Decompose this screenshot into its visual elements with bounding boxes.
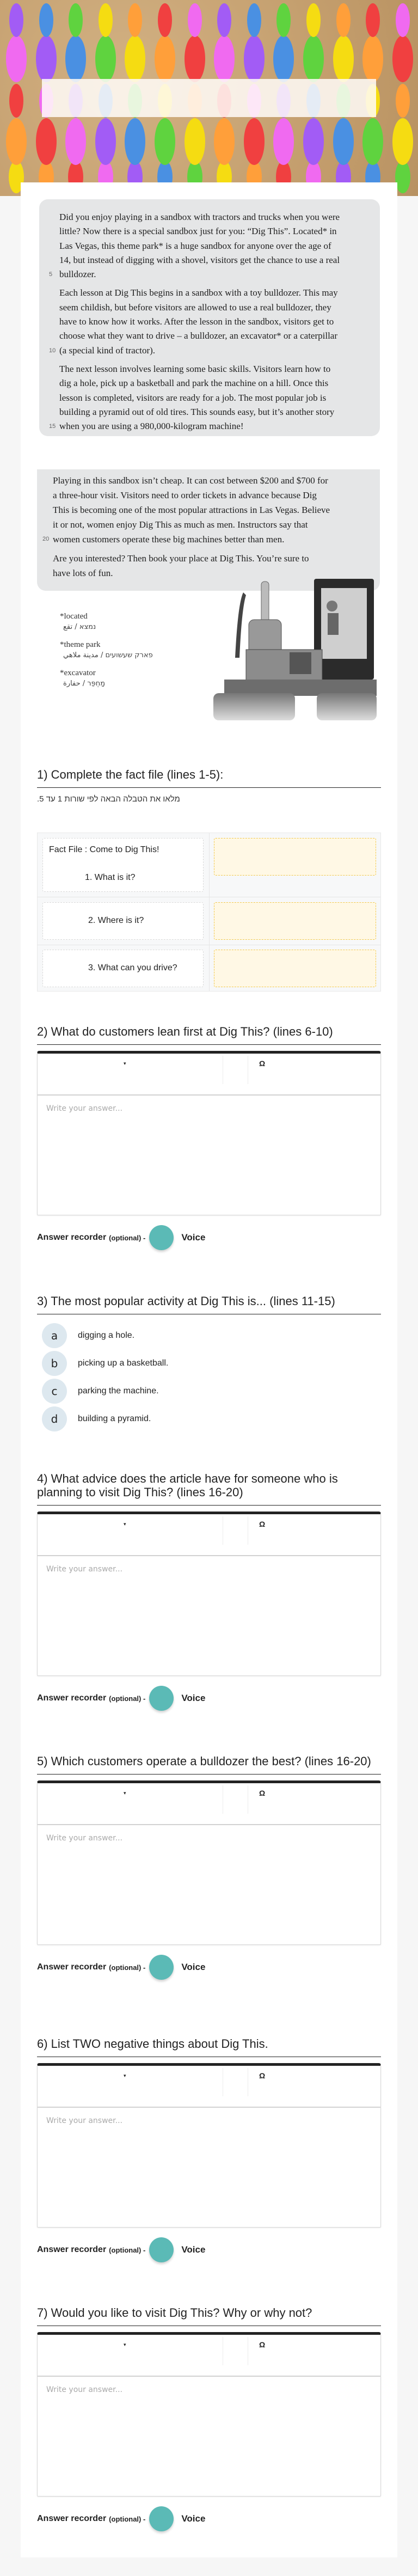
format-dropdown-icon[interactable]: ▾ <box>124 1790 126 1796</box>
decorative-dot <box>244 35 265 82</box>
table-row <box>38 945 380 992</box>
voice-label: Voice <box>181 2244 206 2255</box>
voice-label: Voice <box>181 1693 206 1703</box>
passage-line: dig a hole, pick up a basketball and park the machine on a hill. Once this <box>59 378 329 389</box>
special-character-icon[interactable]: Ω <box>259 2340 266 2349</box>
fact-file-table <box>37 833 381 992</box>
excavator-image <box>192 571 379 723</box>
answer-drop-zone[interactable] <box>214 950 376 987</box>
passage-line: women customers operate these big machines better than men. 20 <box>53 532 380 547</box>
header-banner <box>0 0 418 196</box>
passage-line: Are you interested? Then book your place at Dig This. You’re sure to <box>53 553 309 564</box>
decorative-dot <box>333 118 354 165</box>
decorative-dot <box>95 35 116 82</box>
decorative-dot <box>362 118 383 165</box>
passage-line: when you are using a 980,000-kilogram machine! 15 <box>59 419 380 433</box>
answer-recorder <box>37 1686 381 1711</box>
editor-toolbar <box>38 1054 380 1096</box>
question-title: 4) What advice does the article have for someone who is planning to visit Dig This? (lines 16-20) <box>37 1472 381 1506</box>
record-voice-button[interactable] <box>149 2506 174 2531</box>
answer-drop-zone[interactable] <box>214 902 376 940</box>
option-b[interactable] <box>37 1349 381 1377</box>
special-character-icon[interactable]: Ω <box>259 1789 266 1797</box>
recorder-label: Answer recorder <box>37 1233 107 1242</box>
special-character-icon[interactable]: Ω <box>259 1520 266 1528</box>
recorder-label: Answer recorder <box>37 1693 107 1703</box>
decorative-dot <box>362 35 383 82</box>
decorative-dot <box>125 118 145 165</box>
fact-prompt: 2. Where is it? <box>88 916 144 925</box>
decorative-dot <box>99 3 113 37</box>
option-text: picking up a basketball. <box>78 1358 169 1368</box>
format-dropdown-icon[interactable]: ▾ <box>124 2073 126 2078</box>
decorative-dot <box>392 35 413 82</box>
rich-text-editor <box>37 1780 381 1945</box>
rich-text-editor <box>37 2332 381 2497</box>
question-title: 1) Complete the fact file (lines 1-5): <box>37 768 381 788</box>
answer-recorder <box>37 2506 381 2531</box>
decorative-dot <box>306 3 321 37</box>
option-letter-badge[interactable]: b <box>42 1351 67 1376</box>
table-row <box>38 897 380 945</box>
decorative-dot <box>188 3 202 37</box>
question-title: 7) Would you like to visit Dig This? Why or why not? <box>37 2306 381 2326</box>
rich-text-editor <box>37 2063 381 2228</box>
question-title: 2) What do customers lean first at Dig This? (lines 6-10) <box>37 1025 381 1045</box>
format-dropdown-icon[interactable]: ▾ <box>124 1061 126 1066</box>
passage-line: have lots of fun. <box>53 568 113 578</box>
voice-label: Voice <box>181 1232 206 1243</box>
fact-prompt-card <box>42 902 204 940</box>
fact-prompt: 3. What can you drive? <box>88 963 177 972</box>
glossary-word: *located <box>60 612 88 621</box>
question-title: 3) The most popular activity at Dig This is... (lines 11-15) <box>37 1294 381 1314</box>
open-question <box>37 2037 381 2262</box>
passage-line: This is becoming one of the most popular attractions in Las Vegas. Believe <box>53 505 330 515</box>
decorative-dot <box>185 118 205 165</box>
decorative-dot <box>333 35 354 82</box>
glossary-translation: מַחְפֵּר / حفارة <box>63 680 106 688</box>
decorative-dot <box>9 84 23 118</box>
answer-options <box>37 1321 381 1433</box>
answer-recorder <box>37 1225 381 1250</box>
format-dropdown-icon[interactable]: ▾ <box>124 1521 126 1527</box>
line-number: 15 <box>49 423 56 430</box>
passage-paragraph <box>49 362 380 433</box>
glossary-word: *theme park <box>60 640 101 649</box>
passage-line: have to know how it works. After the lesson in the sandbox, visitors get to <box>59 316 334 327</box>
passage-line: little? Now there is a special sandbox just for you: “Dig This”. Located* in <box>59 226 337 237</box>
recorder-label: Answer recorder <box>37 2245 107 2254</box>
editor-toolbar <box>38 1783 380 1825</box>
recorder-label: Answer recorder <box>37 1962 107 1972</box>
decorative-dot <box>392 118 413 165</box>
option-text: parking the machine. <box>78 1386 159 1396</box>
voice-label: Voice <box>181 1962 206 1972</box>
option-text: building a pyramid. <box>78 1414 151 1423</box>
glossary <box>60 611 153 696</box>
decorative-dot <box>155 35 175 82</box>
rich-text-editor <box>37 1512 381 1676</box>
decorative-dot <box>65 118 86 165</box>
decorative-dot <box>125 35 145 82</box>
decorative-dot <box>214 118 235 165</box>
editor-toolbar <box>38 2335 380 2377</box>
answer-textarea[interactable]: Write your answer... <box>46 2116 122 2125</box>
decorative-dot <box>65 35 86 82</box>
passage-line: building a pyramid out of old tires. This sounds easy, but it’s another story <box>59 406 335 417</box>
decorative-dot <box>9 3 23 37</box>
decorative-dot <box>273 118 294 165</box>
decorative-dot <box>39 3 53 37</box>
special-character-icon[interactable]: Ω <box>259 2071 266 2080</box>
decorative-dot <box>247 3 261 37</box>
decorative-dot <box>155 118 175 165</box>
passage-line: seem childish, but before visitors are allowed to use a real bulldozer, they <box>59 302 331 313</box>
recorder-optional-label: (optional) - <box>109 1233 146 1242</box>
passage-paragraph <box>49 286 380 357</box>
passage-line: choose what they want to drive – a bulldozer, an excavator* or a caterpillar <box>59 331 337 341</box>
decorative-dot <box>69 3 83 37</box>
line-number: 20 <box>42 536 50 542</box>
passage-line: bulldozer. 5 <box>59 267 380 282</box>
passage-line: The next lesson involves learning some basic skills. Visitors learn how to <box>59 363 331 374</box>
answer-textarea[interactable]: Write your answer... <box>46 2385 122 2394</box>
decorative-dot <box>6 35 27 82</box>
recorder-optional-label: (optional) - <box>109 1694 146 1703</box>
glossary-translation: נמצא / تقع <box>63 623 96 631</box>
open-question <box>37 1754 381 1980</box>
passage-line: Las Vegas, this theme park* is a huge sandbox for anyone over the age of <box>59 240 331 251</box>
passage-line: it or not, women enjoy Dig This as much as men. Instructors say that <box>53 519 308 530</box>
passage-line: a three-hour visit. Visitors need to order tickets in advance because Dig <box>53 490 317 500</box>
open-question <box>37 1025 381 1250</box>
answer-textarea[interactable]: Write your answer... <box>46 1104 122 1113</box>
decorative-dot <box>95 118 116 165</box>
worksheet-title <box>42 79 376 117</box>
decorative-dot <box>303 35 324 82</box>
passage-paragraph <box>49 210 380 282</box>
special-character-icon[interactable]: Ω <box>259 1059 266 1068</box>
decorative-dot <box>128 3 142 37</box>
table-row <box>38 833 380 897</box>
decorative-dot <box>36 35 57 82</box>
recorder-optional-label: (optional) - <box>109 1963 146 1972</box>
answer-textarea[interactable]: Write your answer... <box>46 1834 122 1843</box>
reading-passage-part-1 <box>39 199 380 436</box>
record-voice-button[interactable] <box>149 1225 174 1250</box>
open-question <box>37 1472 381 1711</box>
glossary-item <box>60 668 153 689</box>
passage-line: (a special kind of tractor). 10 <box>59 344 380 358</box>
passage-line: Did you enjoy playing in a sandbox with tractors and trucks when you were <box>59 212 340 222</box>
open-question <box>37 2306 381 2531</box>
record-voice-button[interactable] <box>149 2237 174 2262</box>
fact-prompt-card <box>42 950 204 987</box>
question-title: 6) List TWO negative things about Dig This. <box>37 2037 381 2057</box>
decorative-dot <box>217 3 231 37</box>
passage-line: 14, but instead of digging with a shovel, visitors get the chance to use a real <box>59 254 340 265</box>
passage-line: lesson is completed, visitors are ready for a job. The most popular job is <box>59 392 327 403</box>
glossary-translation: פארק שעשועים / مدينة ملاهي <box>63 651 153 659</box>
question-title: 5) Which customers operate a bulldozer the best? (lines 16-20) <box>37 1754 381 1775</box>
glossary-word: *excavator <box>60 669 96 677</box>
option-letter-badge[interactable]: d <box>42 1406 67 1431</box>
decorative-dot <box>396 84 410 118</box>
record-voice-button[interactable] <box>149 1686 174 1711</box>
answer-recorder <box>37 1955 381 1980</box>
fact-file-header: Fact File : Come to Dig This! <box>49 845 159 854</box>
decorative-dot <box>6 118 27 165</box>
editor-toolbar <box>38 2066 380 2108</box>
glossary-item <box>60 639 153 661</box>
rich-text-editor <box>37 1051 381 1215</box>
editor-toolbar <box>38 1514 380 1556</box>
option-a[interactable] <box>37 1321 381 1349</box>
decorative-dot <box>303 118 324 165</box>
decorative-dot <box>336 3 351 37</box>
option-d[interactable] <box>37 1405 381 1433</box>
option-text: digging a hole. <box>78 1330 135 1340</box>
line-number: 10 <box>49 347 56 354</box>
passage-line: Playing in this sandbox isn’t cheap. It can cost between $200 and $700 for <box>53 475 328 486</box>
decorative-dot <box>36 118 57 165</box>
format-dropdown-icon[interactable]: ▾ <box>124 2342 126 2347</box>
decorative-dot <box>396 3 410 37</box>
decorative-dot <box>366 3 380 37</box>
decorative-dot <box>158 3 172 37</box>
question-instruction: מלאו את הטבלה הבאה לפי שורות 1 עד 5. <box>37 794 180 804</box>
answer-drop-zone[interactable] <box>214 838 376 876</box>
decorative-dot <box>214 35 235 82</box>
decorative-dot <box>276 3 291 37</box>
record-voice-button[interactable] <box>149 1955 174 1980</box>
option-c[interactable] <box>37 1377 381 1405</box>
decorative-dot <box>185 35 205 82</box>
passage-paragraph <box>42 473 380 547</box>
voice-label: Voice <box>181 2513 206 2524</box>
glossary-item <box>60 611 153 633</box>
option-letter-badge[interactable]: c <box>42 1379 67 1404</box>
fact-file-prompt-card <box>42 838 204 892</box>
option-letter-badge[interactable]: a <box>42 1323 67 1348</box>
decorative-dot <box>273 35 294 82</box>
recorder-label: Answer recorder <box>37 2514 107 2523</box>
passage-line: Each lesson at Dig This begins in a sandbox with a toy bulldozer. This may <box>59 287 338 298</box>
answer-recorder <box>37 2237 381 2262</box>
question-1 <box>37 768 381 804</box>
question-3 <box>37 1294 381 1433</box>
recorder-optional-label: (optional) - <box>109 2514 146 2523</box>
answer-textarea[interactable]: Write your answer... <box>46 1565 122 1574</box>
fact-prompt: 1. What is it? <box>85 873 136 882</box>
line-number: 5 <box>49 271 53 278</box>
recorder-optional-label: (optional) - <box>109 2245 146 2254</box>
decorative-dot <box>244 118 265 165</box>
